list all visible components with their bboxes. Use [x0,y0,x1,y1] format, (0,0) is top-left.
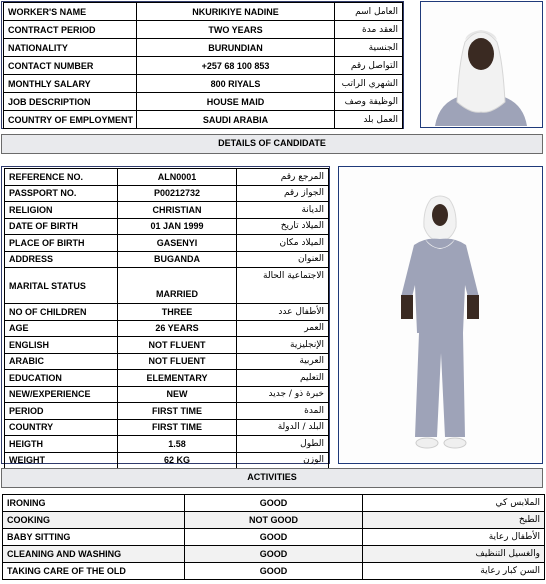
activities-arabic-label: السن كبار رعاية [363,563,545,580]
details-row [5,403,329,420]
details-label: ARABIC [5,353,118,370]
top-arabic-label: الشهري الراتب [335,75,403,93]
details-table [4,168,329,469]
top-arabic-label: العقد مدة [335,21,403,39]
details-label: PLACE OF BIRTH [5,235,118,252]
details-value: BUGANDA [118,251,237,268]
activities-row [3,512,545,529]
details-label: COUNTRY [5,419,118,436]
activities-value: NOT GOOD [185,512,363,529]
details-row [5,169,329,186]
details-arabic-label: الاجتماعية الحالة [237,268,329,304]
details-label: REFERENCE NO. [5,169,118,186]
top-row [4,75,403,93]
activities-label: CLEANING AND WASHING [3,546,185,563]
details-value: P00212732 [118,185,237,202]
details-arabic-label: الديانة [237,202,329,219]
details-label: NEW/EXPERIENCE [5,386,118,403]
activities-value: GOOD [185,546,363,563]
details-label: RELIGION [5,202,118,219]
top-arabic-label: التواصل رقم [335,57,403,75]
details-arabic-label: المرجع رقم [237,169,329,186]
top-arabic-label: العامل اسم [335,3,403,21]
details-label: PERIOD [5,403,118,420]
details-row [5,235,329,252]
details-label: ENGLISH [5,337,118,354]
headshot-image [421,2,541,126]
top-label: JOB DESCRIPTION [4,93,137,111]
details-row [5,386,329,403]
activities-row [3,563,545,580]
details-row [5,370,329,387]
details-arabic-label: العنوان [237,251,329,268]
details-row [5,353,329,370]
activities-table [2,494,545,580]
details-row [5,304,329,321]
top-value: BURUNDIAN [137,39,335,57]
details-value: NOT FLUENT [118,337,237,354]
details-row [5,452,329,469]
details-arabic-label: التعليم [237,370,329,387]
top-row [4,21,403,39]
details-value: 01 JAN 1999 [118,218,237,235]
worker-info-table [3,2,403,129]
details-arabic-label: خبرة ذو / جديد [237,386,329,403]
details-arabic-label: البلد / الدولة [237,419,329,436]
activities-label: IRONING [3,495,185,512]
details-label: ADDRESS [5,251,118,268]
activities-label: TAKING CARE OF THE OLD [3,563,185,580]
details-value: 26 YEARS [118,320,237,337]
details-row [5,419,329,436]
top-value: SAUDI ARABIA [137,111,335,129]
top-label: MONTHLY SALARY [4,75,137,93]
top-label: WORKER'S NAME [4,3,137,21]
top-arabic-label: الجنسية [335,39,403,57]
activities-arabic-label: الأطفال رعاية [363,529,545,546]
details-value: THREE [118,304,237,321]
activities-header: ACTIVITIES [1,468,543,488]
activities-arabic-label: الطبخ [363,512,545,529]
details-value: FIRST TIME [118,403,237,420]
activities-value: GOOD [185,495,363,512]
details-value: NEW [118,386,237,403]
details-label: DATE OF BIRTH [5,218,118,235]
top-value: NKURIKIYE NADINE [137,3,335,21]
details-value: GASENYI [118,235,237,252]
activities-arabic-label: والغسيل التنظيف [363,546,545,563]
activities-arabic-label: الملابس كي [363,495,545,512]
top-value: HOUSE MAID [137,93,335,111]
top-row [4,93,403,111]
details-row [5,251,329,268]
details-value: ELEMENTARY [118,370,237,387]
top-row [4,111,403,129]
details-label: WEIGHT [5,452,118,469]
details-value: ALN0001 [118,169,237,186]
details-label: EDUCATION [5,370,118,387]
details-header: DETAILS OF CANDIDATE [1,134,543,154]
details-label: MARITAL STATUS [5,268,118,304]
details-arabic-label: الميلاد تاريخ [237,218,329,235]
activities-row [3,546,545,563]
top-row [4,3,403,21]
details-arabic-label: العمر [237,320,329,337]
details-row [5,218,329,235]
top-value: +257 68 100 853 [137,57,335,75]
activities-label: COOKING [3,512,185,529]
details-label: PASSPORT NO. [5,185,118,202]
top-label: CONTACT NUMBER [4,57,137,75]
top-value: 800 RIYALS [137,75,335,93]
details-row [5,202,329,219]
details-value: NOT FLUENT [118,353,237,370]
full-body-photo [338,166,543,464]
activities-value: GOOD [185,563,363,580]
details-arabic-label: الأطفال عدد [237,304,329,321]
top-row [4,57,403,75]
headshot-photo [420,1,543,128]
details-arabic-label: الإنجليزية [237,337,329,354]
details-row [5,185,329,202]
details-label: NO OF CHILDREN [5,304,118,321]
details-value: CHRISTIAN [118,202,237,219]
details-value: 1.58 [118,436,237,453]
activities-value: GOOD [185,529,363,546]
details-value: FIRST TIME [118,419,237,436]
top-arabic-label: الوظيفة وصف [335,93,403,111]
details-row [5,320,329,337]
details-row [5,337,329,354]
details-arabic-label: الطول [237,436,329,453]
details-row [5,436,329,453]
top-value: TWO YEARS [137,21,335,39]
activities-label: BABY SITTING [3,529,185,546]
activities-row [3,529,545,546]
top-label: CONTRACT PERIOD [4,21,137,39]
top-label: COUNTRY OF EMPLOYMENT [4,111,137,129]
details-arabic-label: المدة [237,403,329,420]
activities-row [3,495,545,512]
details-arabic-label: الوزن [237,452,329,469]
details-arabic-label: الميلاد مكان [237,235,329,252]
full-body-image [339,167,541,462]
details-arabic-label: الجواز رقم [237,185,329,202]
details-label: HEIGTH [5,436,118,453]
details-label: AGE [5,320,118,337]
details-row [5,268,329,304]
details-value: 62 KG [118,452,237,469]
top-label: NATIONALITY [4,39,137,57]
top-row [4,39,403,57]
details-value: MARRIED [118,268,237,304]
top-arabic-label: العمل بلد [335,111,403,129]
details-arabic-label: العربية [237,353,329,370]
